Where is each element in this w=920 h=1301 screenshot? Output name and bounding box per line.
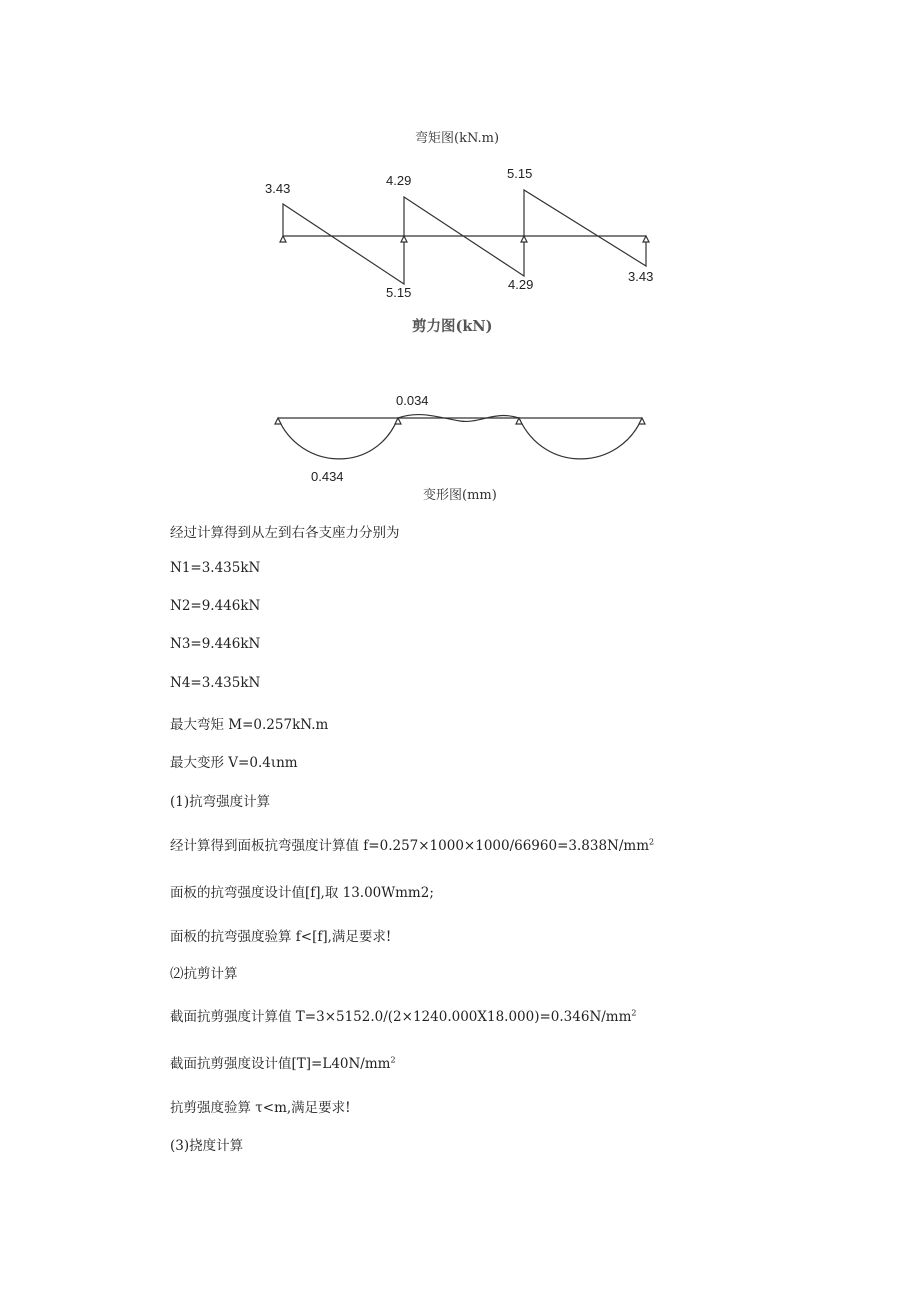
shear-calc-text: 截面抗剪强度计算值 T=3×5152.0/(2×1240.000X18.000)=0.346N/mm bbox=[170, 1009, 632, 1025]
diagrams-figure bbox=[0, 0, 920, 520]
max-moment: 最大弯矩 M=0.257kN.m bbox=[170, 717, 329, 733]
support-1-icon bbox=[280, 236, 286, 242]
shear-label-2: 4.29 bbox=[386, 173, 412, 188]
deformation-label-top: 0.034 bbox=[396, 393, 429, 408]
deformation-label-bottom: 0.434 bbox=[311, 469, 344, 484]
shear-check: 抗剪强度验算 τ<m,满足要求! bbox=[170, 1100, 351, 1116]
support-b-icon bbox=[395, 418, 401, 424]
intro-text: 经过计算得到从左到右各支座力分别为 bbox=[170, 525, 400, 541]
bending-calc bbox=[170, 834, 654, 854]
support-d-icon bbox=[639, 418, 645, 424]
support-4-icon bbox=[643, 236, 649, 242]
shear-calc bbox=[170, 1005, 637, 1025]
deformation-diagram bbox=[275, 415, 645, 459]
section-2-title: ⑵抗剪计算 bbox=[170, 966, 238, 982]
shear-calc-sup: 2 bbox=[631, 1008, 637, 1018]
max-deformation: 最大变形 V=0.4ιnm bbox=[170, 755, 298, 771]
bending-calc-text: 经计算得到面板抗弯强度计算值 f=0.257×1000×1000/66960=3.838N/mm bbox=[170, 838, 649, 854]
shear-label-6: 3.43 bbox=[628, 269, 654, 284]
bending-design-value: 面板的抗弯强度设计值[f],取 13.00Wmm2; bbox=[170, 885, 434, 901]
shear-diagram-caption: 剪力图(kN) bbox=[412, 318, 493, 335]
support-3-icon bbox=[521, 236, 527, 242]
shear-label-4: 5.15 bbox=[386, 285, 412, 300]
support-c-icon bbox=[516, 418, 522, 424]
shear-design-sup: 2 bbox=[390, 1055, 396, 1065]
support-force-n2: N2=9.446kN bbox=[170, 598, 261, 614]
support-force-n3: N3=9.446kN bbox=[170, 636, 261, 652]
support-a-icon bbox=[275, 418, 281, 424]
support-force-n1: N1=3.435kN bbox=[170, 560, 261, 576]
bending-calc-sup: 2 bbox=[649, 837, 655, 847]
shear-design-text: 截面抗剪强度设计值[T]=L40N/mm bbox=[170, 1056, 391, 1072]
section-3-title: (3)挠度计算 bbox=[170, 1138, 244, 1154]
section-1-title: (1)抗弯强度计算 bbox=[170, 794, 271, 810]
support-2-icon bbox=[401, 236, 407, 242]
shear-curve bbox=[283, 190, 646, 284]
bending-check: 面板的抗弯强度验算 f<[f],满足要求! bbox=[170, 929, 392, 945]
shear-design-value bbox=[170, 1052, 396, 1072]
shear-label-1: 3.43 bbox=[265, 181, 291, 196]
deformation-curve bbox=[278, 415, 642, 459]
support-force-n4: N4=3.435kN bbox=[170, 675, 261, 691]
shear-diagram bbox=[280, 190, 649, 284]
moment-diagram-caption: 弯矩图(kN.m) bbox=[415, 131, 500, 146]
shear-label-3: 5.15 bbox=[507, 166, 533, 181]
shear-label-5: 4.29 bbox=[508, 277, 534, 292]
deformation-diagram-caption: 变形图(mm) bbox=[423, 488, 497, 503]
